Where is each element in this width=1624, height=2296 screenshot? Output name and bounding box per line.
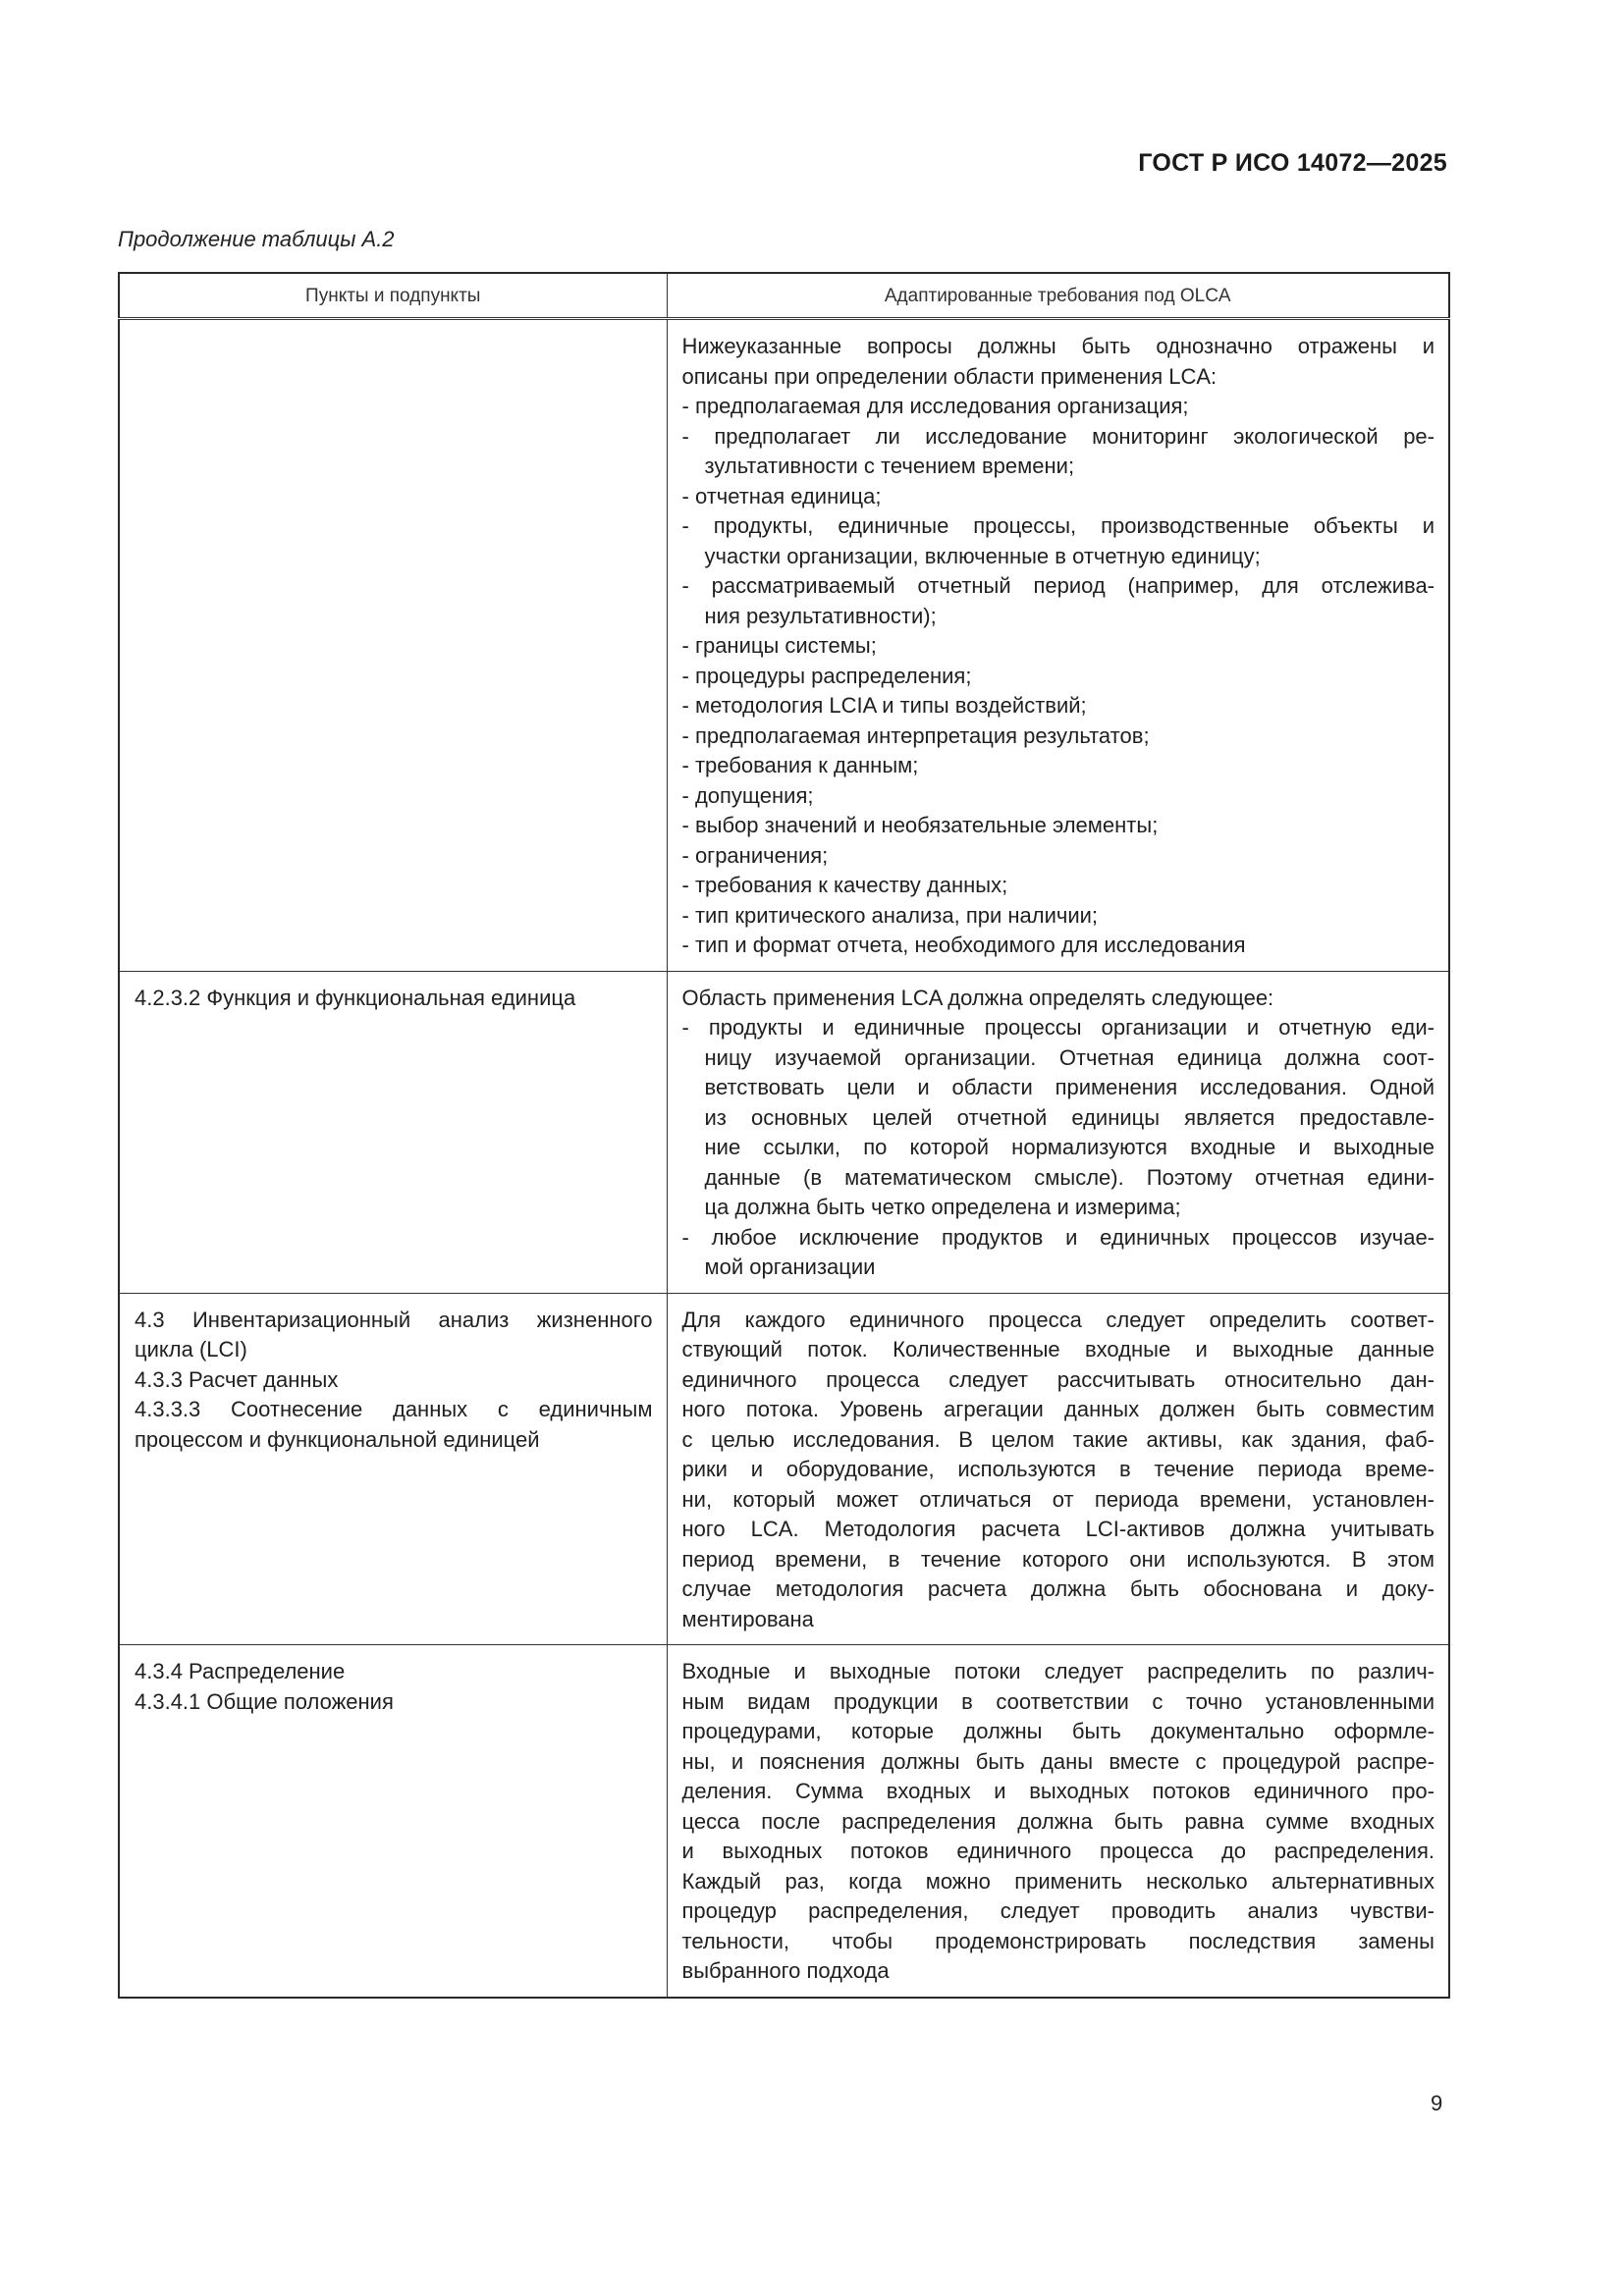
text-line: Для каждого единичного процесса следует определить соответ- (681, 1307, 1435, 1332)
text-line: ны, и пояснения должны быть даны вместе с процедурой распре- (681, 1748, 1435, 1774)
list-item: - выбор значений и необязательные элементы; (681, 813, 1159, 837)
clause-title: 4.3.4.1 Общие положения (135, 1688, 394, 1714)
list-item-continuation: ветствовать цели и области применения исследования. Одной (704, 1075, 1435, 1099)
table-header-row (119, 273, 1449, 319)
text-line: единичного процесса следует рассчитывать относительно дан- (681, 1366, 1435, 1392)
requirement-cell (667, 1293, 1449, 1645)
text-line: ни, который может отличаться от периода времени, установлен- (681, 1486, 1435, 1512)
clause-title: 4.3.4 Распределение (135, 1659, 346, 1683)
list-item: - методология LCIA и типы воздействий; (681, 693, 1087, 718)
list-item: - предполагает ли исследование мониторинг экологической ре- (681, 423, 1435, 449)
text-line: выбранного подхода (681, 1958, 890, 1983)
list-item: - отчетная единица; (681, 483, 882, 508)
standard-designation: ГОСТ Р ИСО 14072—2025 (1138, 149, 1447, 177)
clause-title: процессом и функциональной единицей (135, 1426, 540, 1452)
table-caption: Продолжение таблицы А.2 (118, 227, 395, 251)
column-header-clauses: Пункты и подпункты (119, 273, 667, 319)
list-item: - рассматриваемый отчетный период (например, для отслежива- (681, 573, 1435, 598)
list-item-continuation: ние ссылки, по которой нормализуются входные и выходные (704, 1135, 1435, 1159)
list-item-continuation: ца должна быть четко определена и измерима; (704, 1195, 1181, 1219)
table-row (119, 319, 1449, 972)
text-line: рики и оборудование, используются в течение периода време- (681, 1457, 1435, 1481)
text-line: с целью исследования. В целом такие активы, как здания, фаб- (681, 1426, 1435, 1452)
clause-title: 4.3 Инвентаризационный анализ жизненного (135, 1307, 653, 1332)
text-line: случае методология расчета должна быть обоснована и доку- (681, 1576, 1435, 1601)
text-line: ментирована (681, 1606, 814, 1631)
requirement-cell (667, 1645, 1449, 1998)
list-item-continuation: мой организации (704, 1255, 876, 1279)
list-item-continuation: участки организации, включенные в отчетную единицу; (704, 543, 1261, 568)
list-item: - предполагаемая интерпретация результатов; (681, 722, 1150, 748)
list-item: - тип критического анализа, при наличии; (681, 902, 1099, 928)
list-item: - любое исключение продуктов и единичных процессов изучае- (681, 1224, 1435, 1250)
text-line: Каждый раз, когда можно применить несколько альтернативных (681, 1868, 1435, 1894)
text-line: деления. Сумма входных и выходных потоков единичного про- (681, 1779, 1435, 1803)
text-line: процедурами, которые должны быть документально оформле- (681, 1719, 1435, 1743)
clause-title: 4.3.3 Расчет данных (135, 1366, 339, 1392)
text-line: период времени, в течение которого они используются. В этом (681, 1546, 1435, 1572)
list-item: - продукты и единичные процессы организации и отчетную еди- (681, 1015, 1435, 1040)
list-item: - требования к данным; (681, 753, 919, 777)
clause-cell (119, 319, 667, 972)
clause-cell (119, 1293, 667, 1645)
text-line: ным видам продукции в соответствии с точно установленными (681, 1688, 1435, 1714)
list-item-continuation: из основных целей отчетной единицы является предоставле- (704, 1104, 1435, 1130)
clause-cell (119, 971, 667, 1293)
list-item: - требования к качеству данных; (681, 873, 1008, 897)
list-item-continuation: ния результативности); (704, 603, 937, 628)
list-item: - предполагаемая для исследования организация; (681, 394, 1189, 418)
list-item: - тип и формат отчета, необходимого для исследования (681, 933, 1246, 957)
page-number: 9 (1431, 2091, 1443, 2115)
table-row (119, 971, 1449, 1293)
clause-title: 4.2.3.2 Функция и функциональная единица (135, 985, 576, 1010)
requirement-cell (667, 971, 1449, 1293)
text-line: Нижеуказанные вопросы должны быть однозначно отражены и (681, 334, 1435, 358)
requirements-table (118, 272, 1450, 1999)
list-item-continuation: данные (в математическом смысле). Поэтому отчетная едини- (704, 1164, 1435, 1190)
clause-title: цикла (LCI) (135, 1337, 247, 1362)
list-item: - границы системы; (681, 633, 877, 658)
requirement-cell (667, 319, 1449, 972)
column-header-requirements: Адаптированные требования под OLCA (667, 273, 1449, 319)
list-item: - допущения; (681, 782, 814, 808)
text-line: ствующий поток. Количественные входные и выходные данные (681, 1337, 1435, 1362)
table-row (119, 1645, 1449, 1998)
list-item: - процедуры распределения; (681, 663, 972, 688)
text-line: тельности, чтобы продемонстрировать последствия замены (681, 1928, 1435, 1953)
text-line: Область применения LCA должна определять следующее: (681, 985, 1274, 1010)
text-line: процедур распределения, следует проводить анализ чувстви- (681, 1898, 1435, 1923)
text-line: цесса после распределения должна быть равна сумме входных (681, 1808, 1435, 1834)
clause-cell (119, 1645, 667, 1998)
list-item: - продукты, единичные процессы, производственные объекты и (681, 513, 1435, 538)
table-row (119, 1293, 1449, 1645)
list-item-continuation: ницу изучаемой организации. Отчетная единица должна соот- (704, 1044, 1435, 1070)
list-item-continuation: зультативности с течением времени; (704, 454, 1075, 478)
list-item: - ограничения; (681, 842, 829, 868)
text-line: Входные и выходные потоки следует распределить по различ- (681, 1659, 1435, 1683)
text-line: ного потока. Уровень агрегации данных должен быть совместим (681, 1397, 1435, 1421)
text-line: описаны при определении области применения LCA: (681, 363, 1218, 389)
clause-title: 4.3.3.3 Соотнесение данных с единичным (135, 1397, 653, 1421)
text-line: и выходных потоков единичного процесса до распределения. (681, 1839, 1435, 1863)
text-line: ного LCA. Методология расчета LCI-активов должна учитывать (681, 1517, 1435, 1541)
